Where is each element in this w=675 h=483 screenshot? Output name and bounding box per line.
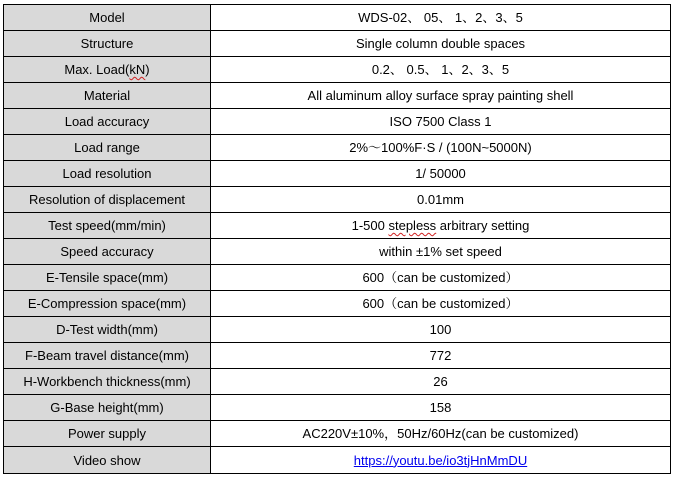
table-row [4, 343, 671, 369]
param-model-label: Model [4, 5, 211, 31]
param-video-show-label: Video show [4, 447, 211, 474]
param-test-speed-label: Test speed(mm/min) [4, 213, 211, 239]
table-row [4, 31, 671, 57]
param-speed-accuracy-label: Speed accuracy [4, 239, 211, 265]
param-load-accuracy-label: Load accuracy [4, 109, 211, 135]
param-load-range-value: 2%～100%F·S / (100N~5000N) [211, 135, 671, 161]
max-load-label-text: Max. Load(kN) [64, 62, 150, 77]
param-beam-travel-label: F-Beam travel distance(mm) [4, 343, 211, 369]
param-compression-space-label: E-Compression space(mm) [4, 291, 211, 317]
param-compression-space-value: 600（can be customized） [211, 291, 671, 317]
table-row [4, 187, 671, 213]
param-max-load-value: 0.2、 0.5、 1、2、3、5 [211, 57, 671, 83]
param-test-width-label: D-Test width(mm) [4, 317, 211, 343]
param-load-resolution-value: 1/ 50000 [211, 161, 671, 187]
param-power-supply-value: AC220V±10%，50Hz/60Hz(can be customized) [211, 421, 671, 447]
table-row [4, 395, 671, 421]
spellcheck-underline: stepless [388, 218, 437, 233]
param-material-value: All aluminum alloy surface spray painting shell [211, 83, 671, 109]
table-row [4, 57, 671, 83]
param-video-show-value [211, 447, 671, 474]
table-row [4, 5, 671, 31]
param-base-height-value: 158 [211, 395, 671, 421]
param-max-load-label [4, 57, 211, 83]
param-speed-accuracy-value: within ±1% set speed [211, 239, 671, 265]
table-row [4, 421, 671, 447]
param-structure-value: Single column double spaces [211, 31, 671, 57]
table-row [4, 317, 671, 343]
table-row [4, 265, 671, 291]
table-row [4, 447, 671, 474]
param-displacement-resolution-value: 0.01mm [211, 187, 671, 213]
param-power-supply-label: Power supply [4, 421, 211, 447]
table-row [4, 83, 671, 109]
param-load-resolution-label: Load resolution [4, 161, 211, 187]
table-row [4, 213, 671, 239]
param-test-width-value: 100 [211, 317, 671, 343]
table-row [4, 109, 671, 135]
video-link[interactable]: https://youtu.be/io3tjHnMmDU [353, 452, 528, 468]
table-row [4, 135, 671, 161]
param-test-speed-value [211, 213, 671, 239]
param-workbench-thickness-label: H-Workbench thickness(mm) [4, 369, 211, 395]
table-row [4, 161, 671, 187]
param-model-value: WDS-02、 05、 1、2、3、5 [211, 5, 671, 31]
param-displacement-resolution-label: Resolution of displacement [4, 187, 211, 213]
param-structure-label: Structure [4, 31, 211, 57]
param-base-height-label: G-Base height(mm) [4, 395, 211, 421]
param-load-range-label: Load range [4, 135, 211, 161]
param-tensile-space-label: E-Tensile space(mm) [4, 265, 211, 291]
spellcheck-underline: kN [129, 62, 146, 77]
param-load-accuracy-value: ISO 7500 Class 1 [211, 109, 671, 135]
param-tensile-space-value: 600（can be customized） [211, 265, 671, 291]
specification-table [3, 4, 671, 474]
param-material-label: Material [4, 83, 211, 109]
table-row [4, 239, 671, 265]
table-row [4, 291, 671, 317]
param-beam-travel-value: 772 [211, 343, 671, 369]
table-row [4, 369, 671, 395]
param-workbench-thickness-value: 26 [211, 369, 671, 395]
test-speed-value-text: 1-500 stepless arbitrary setting [351, 218, 530, 233]
